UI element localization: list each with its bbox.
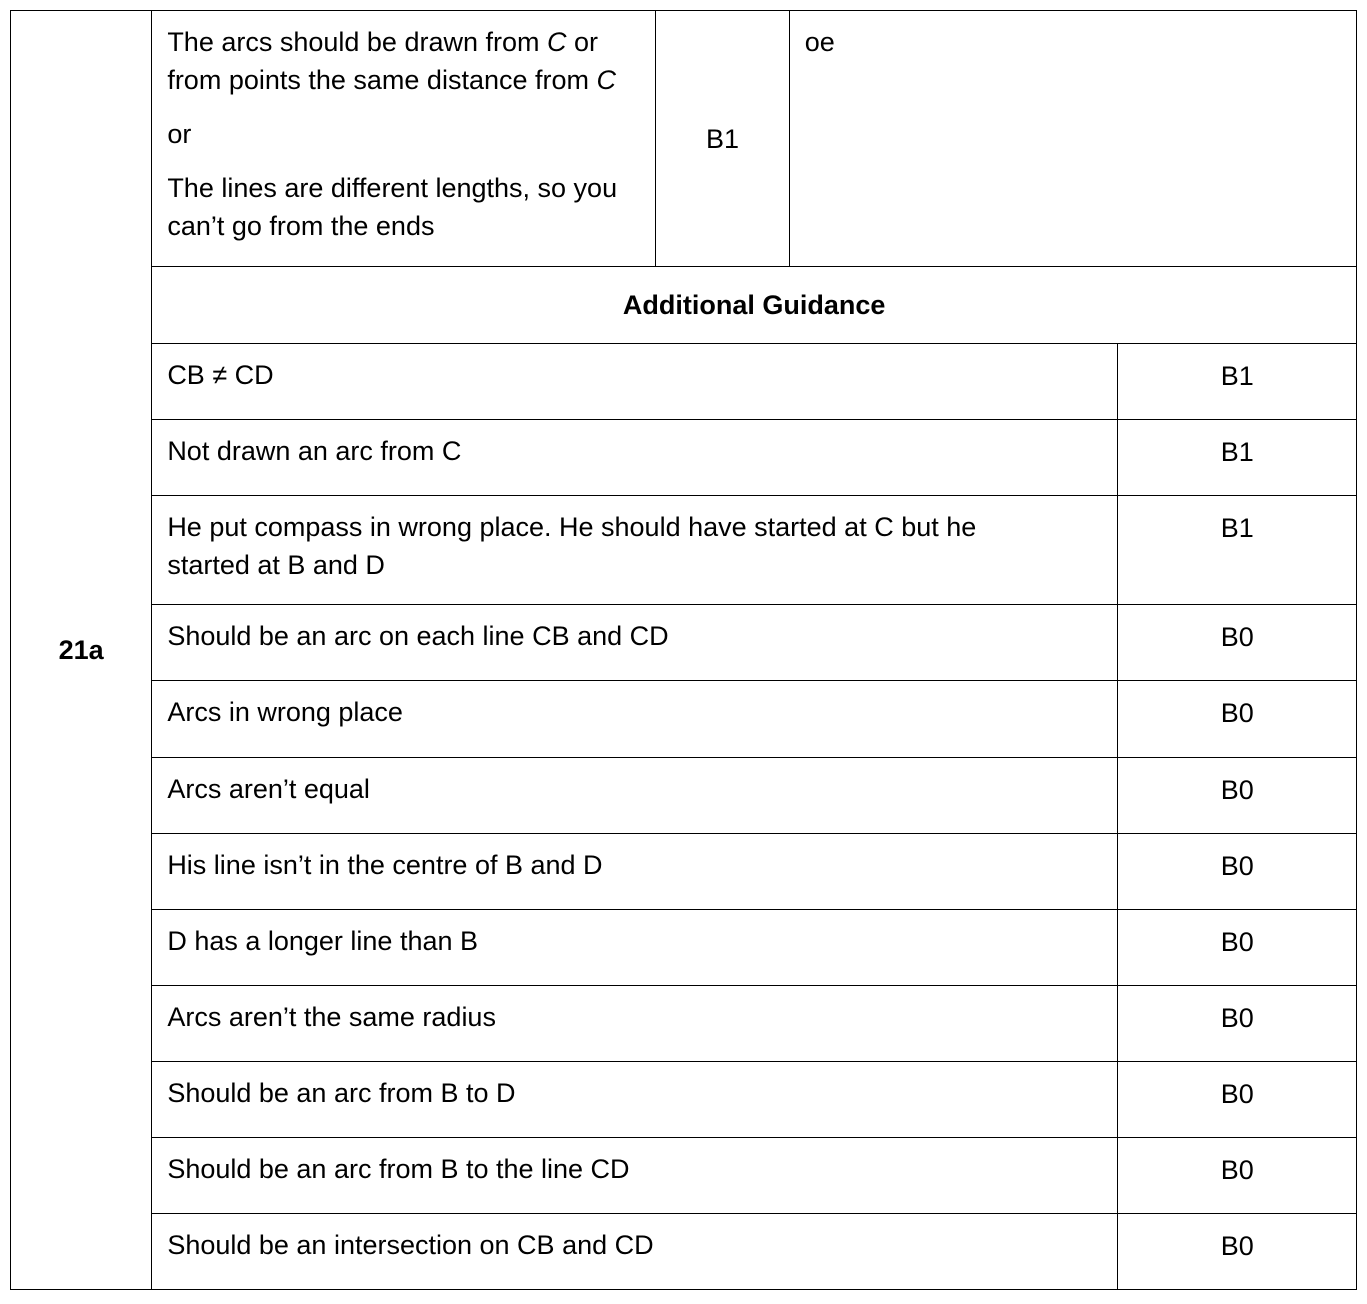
table-row — [11, 344, 1357, 420]
guidance-text: Arcs aren’t equal — [152, 757, 1118, 833]
guidance-mark: B0 — [1118, 1061, 1357, 1137]
answer-line-1: The arcs should be drawn from C or — [167, 27, 599, 57]
guidance-mark: B1 — [1118, 420, 1357, 496]
guidance-mark: B0 — [1118, 1137, 1357, 1213]
answer-line-4: can’t go from the ends — [167, 211, 435, 241]
guidance-text: Should be an arc from B to D — [152, 1061, 1118, 1137]
guidance-text: Should be an arc from B to the line CD — [152, 1137, 1118, 1213]
guidance-mark: B0 — [1118, 985, 1357, 1061]
table-row — [11, 1061, 1357, 1137]
answer-line-2: from points the same distance from C — [167, 65, 616, 95]
table-row — [11, 985, 1357, 1061]
guidance-mark: B0 — [1118, 681, 1357, 757]
guidance-text: CB ≠ CD — [152, 344, 1118, 420]
table-row — [11, 681, 1357, 757]
table-row — [11, 1213, 1357, 1289]
guidance-text: His line isn’t in the centre of B and D — [152, 833, 1118, 909]
answer-mark: B1 — [656, 11, 789, 267]
guidance-heading: Additional Guidance — [152, 267, 1357, 344]
guidance-text: D has a longer line than B — [152, 909, 1118, 985]
guidance-text: Not drawn an arc from C — [152, 420, 1118, 496]
answer-line-3: The lines are different lengths, so you — [167, 173, 618, 203]
guidance-mark: B1 — [1118, 496, 1357, 605]
mark-scheme-table — [10, 10, 1357, 1290]
guidance-text-line-2: started at B and D — [167, 550, 385, 581]
guidance-text: Should be an arc on each line CB and CD — [152, 605, 1118, 681]
guidance-text: Arcs in wrong place — [152, 681, 1118, 757]
guidance-mark: B0 — [1118, 605, 1357, 681]
answer-or: or — [167, 119, 192, 149]
guidance-text-line-1: He put compass in wrong place. He should have started at C but he — [167, 512, 977, 543]
question-number: 21a — [11, 11, 152, 1290]
guidance-mark: B0 — [1118, 757, 1357, 833]
answer-cell — [152, 11, 656, 267]
table-row — [11, 420, 1357, 496]
answer-comments: oe — [789, 11, 1356, 267]
table-row — [11, 833, 1357, 909]
table-row — [11, 757, 1357, 833]
guidance-mark: B0 — [1118, 833, 1357, 909]
table-row — [11, 605, 1357, 681]
guidance-text: Arcs aren’t the same radius — [152, 985, 1118, 1061]
guidance-text: Should be an intersection on CB and CD — [152, 1213, 1118, 1289]
guidance-mark: B1 — [1118, 344, 1357, 420]
table-row — [11, 496, 1357, 605]
table-row — [11, 909, 1357, 985]
guidance-text — [152, 496, 1118, 605]
guidance-mark: B0 — [1118, 909, 1357, 985]
guidance-mark: B0 — [1118, 1213, 1357, 1289]
table-row — [11, 1137, 1357, 1213]
